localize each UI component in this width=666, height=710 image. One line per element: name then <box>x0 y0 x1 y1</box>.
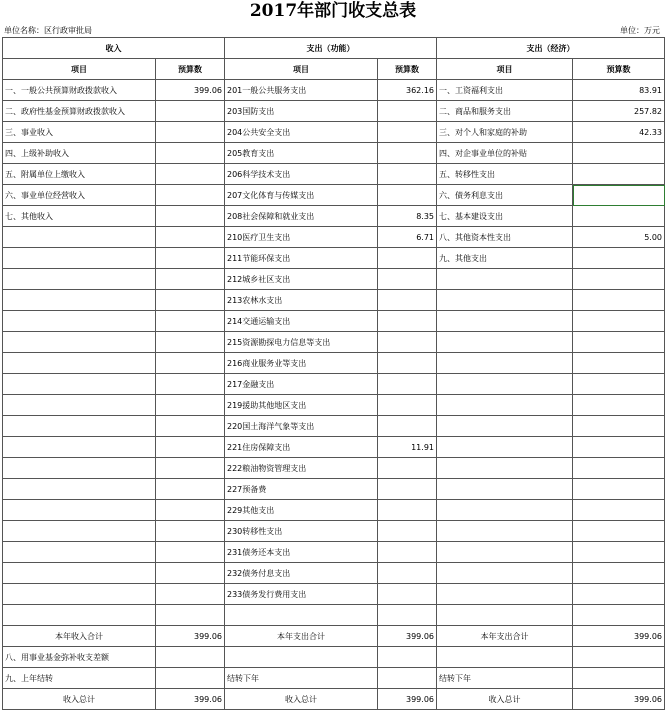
income-budget-cell[interactable] <box>156 416 225 437</box>
function-budget-cell[interactable] <box>378 248 437 269</box>
function-item-cell[interactable]: 207文化体育与传媒支出 <box>225 185 378 206</box>
function-item-cell[interactable]: 201一般公共服务支出 <box>225 80 378 101</box>
function-budget-cell[interactable] <box>378 668 437 689</box>
income-item-cell[interactable] <box>3 227 156 248</box>
economic-budget-cell[interactable] <box>573 605 665 626</box>
function-budget-cell[interactable] <box>378 332 437 353</box>
table-row <box>3 206 665 227</box>
function-item-header: 项目 <box>225 59 378 80</box>
function-budget-cell[interactable] <box>378 479 437 500</box>
income-budget-cell[interactable] <box>156 122 225 143</box>
table-row <box>3 185 665 206</box>
function-item-cell[interactable] <box>225 647 378 668</box>
economic-budget-cell[interactable] <box>573 290 665 311</box>
function-item-cell[interactable]: 233债务发行费用支出 <box>225 584 378 605</box>
function-budget-cell[interactable]: 11.91 <box>378 437 437 458</box>
income-item-cell[interactable] <box>3 395 156 416</box>
function-item-cell[interactable]: 212城乡社区支出 <box>225 269 378 290</box>
economic-budget-cell[interactable] <box>573 143 665 164</box>
function-budget-cell[interactable] <box>378 143 437 164</box>
economic-item-cell[interactable]: 结转下年 <box>437 668 573 689</box>
table-row <box>3 437 665 458</box>
income-budget-cell[interactable] <box>156 374 225 395</box>
income-item-cell[interactable] <box>3 332 156 353</box>
income-item-cell[interactable] <box>3 248 156 269</box>
economic-budget-cell[interactable] <box>573 185 665 206</box>
function-budget-cell[interactable] <box>378 458 437 479</box>
economic-item-cell[interactable] <box>437 458 573 479</box>
economic-item-cell[interactable]: 三、对个人和家庭的补助 <box>437 122 573 143</box>
economic-item-cell[interactable]: 六、债务利息支出 <box>437 185 573 206</box>
economic-budget-cell[interactable] <box>573 416 665 437</box>
economic-budget-cell[interactable]: 399.06 <box>573 626 665 647</box>
income-item-cell[interactable]: 六、事业单位经营收入 <box>3 185 156 206</box>
economic-budget-cell[interactable] <box>573 269 665 290</box>
economic-budget-cell[interactable] <box>573 395 665 416</box>
income-item-cell[interactable] <box>3 500 156 521</box>
economic-budget-cell[interactable] <box>573 479 665 500</box>
table-row <box>3 584 665 605</box>
income-budget-cell[interactable] <box>156 332 225 353</box>
income-item-cell[interactable] <box>3 542 156 563</box>
income-budget-cell[interactable] <box>156 269 225 290</box>
function-item-cell[interactable]: 221住房保障支出 <box>225 437 378 458</box>
income-item-cell[interactable] <box>3 479 156 500</box>
economic-budget-cell[interactable] <box>573 500 665 521</box>
income-budget-cell[interactable] <box>156 479 225 500</box>
table-row <box>3 332 665 353</box>
budget-table <box>2 37 665 710</box>
economic-item-cell[interactable] <box>437 416 573 437</box>
function-item-cell[interactable]: 210医疗卫生支出 <box>225 227 378 248</box>
income-budget-cell[interactable] <box>156 248 225 269</box>
income-budget-cell[interactable]: 399.06 <box>156 689 225 710</box>
page-title: 2017年部门收支总表 <box>249 1 417 21</box>
function-budget-cell[interactable] <box>378 500 437 521</box>
economic-budget-cell[interactable] <box>573 647 665 668</box>
income-item-cell[interactable]: 本年收入合计 <box>3 626 156 647</box>
function-budget-cell[interactable] <box>378 290 437 311</box>
table-row <box>3 395 665 416</box>
economic-item-cell[interactable]: 本年支出合计 <box>437 626 573 647</box>
function-budget-cell[interactable] <box>378 647 437 668</box>
carry-row <box>3 668 665 689</box>
income-item-cell[interactable] <box>3 311 156 332</box>
economic-item-cell[interactable] <box>437 269 573 290</box>
economic-budget-cell[interactable] <box>573 164 665 185</box>
economic-item-cell[interactable]: 八、其他资本性支出 <box>437 227 573 248</box>
table-row <box>3 143 665 164</box>
income-budget-cell[interactable] <box>156 290 225 311</box>
function-item-cell[interactable]: 收入总计 <box>225 689 378 710</box>
economic-budget-cell[interactable]: 42.33 <box>573 122 665 143</box>
unit-name: 单位名称：区行政审批局 <box>4 26 92 35</box>
income-item-header: 项目 <box>3 59 156 80</box>
income-item-cell[interactable] <box>3 458 156 479</box>
economic-budget-cell[interactable] <box>573 458 665 479</box>
income-budget-cell[interactable] <box>156 353 225 374</box>
table-row <box>3 458 665 479</box>
function-item-cell[interactable]: 216商业服务业等支出 <box>225 353 378 374</box>
function-budget-cell[interactable] <box>378 101 437 122</box>
table-row <box>3 353 665 374</box>
economic-item-cell[interactable] <box>437 332 573 353</box>
income-budget-cell[interactable] <box>156 206 225 227</box>
economic-item-cell[interactable] <box>437 521 573 542</box>
economic-item-cell[interactable]: 二、商品和服务支出 <box>437 101 573 122</box>
function-item-cell[interactable]: 219援助其他地区支出 <box>225 395 378 416</box>
economic-budget-cell[interactable] <box>573 584 665 605</box>
income-budget-cell[interactable] <box>156 458 225 479</box>
income-item-cell[interactable] <box>3 605 156 626</box>
table-row <box>3 248 665 269</box>
table-row <box>3 311 665 332</box>
economic-item-cell[interactable] <box>437 311 573 332</box>
economic-item-cell[interactable] <box>437 479 573 500</box>
table-row <box>3 563 665 584</box>
table-row <box>3 500 665 521</box>
economic-item-cell[interactable] <box>437 647 573 668</box>
economic-budget-cell[interactable] <box>573 521 665 542</box>
economic-budget-cell[interactable]: 399.06 <box>573 689 665 710</box>
income-item-cell[interactable]: 二、政府性基金预算财政拨款收入 <box>3 101 156 122</box>
income-item-cell[interactable] <box>3 353 156 374</box>
economic-budget-cell[interactable] <box>573 374 665 395</box>
economic-budget-cell[interactable] <box>573 437 665 458</box>
income-item-cell[interactable]: 四、上级补助收入 <box>3 143 156 164</box>
economic-item-cell[interactable]: 四、对企事业单位的补贴 <box>437 143 573 164</box>
economic-budget-cell[interactable] <box>573 668 665 689</box>
function-budget-cell[interactable] <box>378 521 437 542</box>
function-budget-cell[interactable] <box>378 416 437 437</box>
economic-item-cell[interactable] <box>437 542 573 563</box>
income-budget-cell[interactable] <box>156 542 225 563</box>
economic-budget-cell[interactable] <box>573 563 665 584</box>
economic-item-cell[interactable] <box>437 605 573 626</box>
currency-unit: 单位：万元 <box>620 26 660 35</box>
economic-budget-cell[interactable] <box>573 311 665 332</box>
function-item-cell[interactable]: 205教育支出 <box>225 143 378 164</box>
income-item-cell[interactable]: 五、附属单位上缴收入 <box>3 164 156 185</box>
table-row <box>3 101 665 122</box>
function-budget-cell[interactable] <box>378 542 437 563</box>
function-budget-cell[interactable] <box>378 122 437 143</box>
table-row <box>3 479 665 500</box>
economic-item-cell[interactable]: 五、转移性支出 <box>437 164 573 185</box>
function-item-cell[interactable]: 204公共安全支出 <box>225 122 378 143</box>
function-item-cell[interactable]: 203国防支出 <box>225 101 378 122</box>
function-item-cell[interactable]: 227预备费 <box>225 479 378 500</box>
income-budget-cell[interactable]: 399.06 <box>156 80 225 101</box>
income-budget-cell[interactable] <box>156 563 225 584</box>
income-item-cell[interactable]: 九、上年结转 <box>3 668 156 689</box>
economic-budget-header: 预算数 <box>573 59 665 80</box>
income-item-cell[interactable] <box>3 290 156 311</box>
income-item-cell[interactable]: 收入总计 <box>3 689 156 710</box>
economic-budget-cell[interactable] <box>573 332 665 353</box>
function-budget-cell[interactable] <box>378 185 437 206</box>
income-item-cell[interactable] <box>3 437 156 458</box>
function-budget-cell[interactable] <box>378 269 437 290</box>
economic-budget-cell[interactable]: 257.82 <box>573 101 665 122</box>
table-row <box>3 542 665 563</box>
function-item-cell[interactable]: 220国土海洋气象等支出 <box>225 416 378 437</box>
economic-item-cell[interactable] <box>437 584 573 605</box>
function-item-cell[interactable]: 232债务付息支出 <box>225 563 378 584</box>
function-budget-cell[interactable]: 362.16 <box>378 80 437 101</box>
function-item-cell[interactable]: 222粮油物资管理支出 <box>225 458 378 479</box>
income-budget-cell[interactable] <box>156 101 225 122</box>
function-budget-cell[interactable]: 6.71 <box>378 227 437 248</box>
income-budget-cell[interactable] <box>156 227 225 248</box>
economic-item-cell[interactable]: 收入总计 <box>437 689 573 710</box>
function-item-cell[interactable]: 211节能环保支出 <box>225 248 378 269</box>
income-item-cell[interactable]: 一、一般公共预算财政拨款收入 <box>3 80 156 101</box>
function-item-cell[interactable]: 208社会保障和就业支出 <box>225 206 378 227</box>
function-item-cell[interactable]: 214交通运输支出 <box>225 311 378 332</box>
income-budget-cell[interactable] <box>156 395 225 416</box>
income-budget-cell[interactable] <box>156 605 225 626</box>
function-item-cell[interactable]: 结转下年 <box>225 668 378 689</box>
function-budget-cell[interactable] <box>378 563 437 584</box>
function-budget-cell[interactable]: 399.06 <box>378 626 437 647</box>
column-header-row <box>3 59 665 80</box>
income-item-cell[interactable]: 七、其他收入 <box>3 206 156 227</box>
economic-item-cell[interactable] <box>437 500 573 521</box>
table-row <box>3 416 665 437</box>
table-row <box>3 227 665 248</box>
table-row <box>3 605 665 626</box>
economic-item-cell[interactable] <box>437 353 573 374</box>
economic-budget-cell[interactable]: 83.91 <box>573 80 665 101</box>
table-row <box>3 164 665 185</box>
function-item-cell[interactable]: 230转移性支出 <box>225 521 378 542</box>
economic-budget-cell[interactable] <box>573 542 665 563</box>
table-row <box>3 290 665 311</box>
table-row <box>3 521 665 542</box>
economic-budget-cell[interactable] <box>573 206 665 227</box>
function-budget-cell[interactable] <box>378 164 437 185</box>
income-budget-cell[interactable] <box>156 164 225 185</box>
income-budget-cell[interactable] <box>156 185 225 206</box>
income-budget-cell[interactable] <box>156 311 225 332</box>
income-budget-cell[interactable]: 399.06 <box>156 626 225 647</box>
economic-item-cell[interactable] <box>437 437 573 458</box>
income-item-cell[interactable]: 八、用事业基金弥补收支差额 <box>3 647 156 668</box>
income-budget-cell[interactable] <box>156 584 225 605</box>
function-item-cell[interactable]: 213农林水支出 <box>225 290 378 311</box>
function-budget-cell[interactable] <box>378 605 437 626</box>
function-budget-cell[interactable]: 399.06 <box>378 689 437 710</box>
economic-item-cell[interactable] <box>437 395 573 416</box>
income-budget-cell[interactable] <box>156 647 225 668</box>
economic-item-cell[interactable]: 一、工资福利支出 <box>437 80 573 101</box>
economic-item-cell[interactable] <box>437 290 573 311</box>
economic-section-header: 支出（经济） <box>437 38 665 59</box>
economic-budget-cell[interactable]: 5.00 <box>573 227 665 248</box>
function-item-cell[interactable] <box>225 605 378 626</box>
income-item-cell[interactable] <box>3 584 156 605</box>
function-item-cell[interactable]: 本年支出合计 <box>225 626 378 647</box>
income-budget-cell[interactable] <box>156 437 225 458</box>
economic-budget-cell[interactable] <box>573 248 665 269</box>
function-budget-header: 预算数 <box>378 59 437 80</box>
economic-item-cell[interactable] <box>437 374 573 395</box>
table-row <box>3 269 665 290</box>
income-item-cell[interactable] <box>3 374 156 395</box>
function-budget-cell[interactable] <box>378 353 437 374</box>
economic-item-header: 项目 <box>437 59 573 80</box>
income-item-cell[interactable] <box>3 269 156 290</box>
function-budget-cell[interactable] <box>378 311 437 332</box>
economic-item-cell[interactable]: 九、其他支出 <box>437 248 573 269</box>
function-item-cell[interactable]: 215资源勘探电力信息等支出 <box>225 332 378 353</box>
economic-item-cell[interactable]: 七、基本建设支出 <box>437 206 573 227</box>
income-budget-cell[interactable] <box>156 521 225 542</box>
function-item-cell[interactable]: 217金融支出 <box>225 374 378 395</box>
income-item-cell[interactable]: 三、事业收入 <box>3 122 156 143</box>
function-item-cell[interactable]: 229其他支出 <box>225 500 378 521</box>
totals-row <box>3 626 665 647</box>
function-budget-cell[interactable] <box>378 584 437 605</box>
grand-total-row <box>3 689 665 710</box>
income-item-cell[interactable] <box>3 563 156 584</box>
table-row <box>3 80 665 101</box>
income-budget-cell[interactable] <box>156 668 225 689</box>
balance-row <box>3 647 665 668</box>
section-header-row <box>3 38 665 59</box>
income-budget-cell[interactable] <box>156 500 225 521</box>
function-section-header: 支出（功能） <box>225 38 437 59</box>
function-item-cell[interactable]: 206科学技术支出 <box>225 164 378 185</box>
economic-budget-cell[interactable] <box>573 353 665 374</box>
function-budget-cell[interactable] <box>378 395 437 416</box>
table-row <box>3 374 665 395</box>
income-item-cell[interactable] <box>3 521 156 542</box>
function-item-cell[interactable]: 231债务还本支出 <box>225 542 378 563</box>
economic-item-cell[interactable] <box>437 563 573 584</box>
income-section-header: 收入 <box>3 38 225 59</box>
table-row <box>3 122 665 143</box>
income-budget-cell[interactable] <box>156 143 225 164</box>
function-budget-cell[interactable]: 8.35 <box>378 206 437 227</box>
income-item-cell[interactable] <box>3 416 156 437</box>
function-budget-cell[interactable] <box>378 374 437 395</box>
income-budget-header: 预算数 <box>156 59 225 80</box>
